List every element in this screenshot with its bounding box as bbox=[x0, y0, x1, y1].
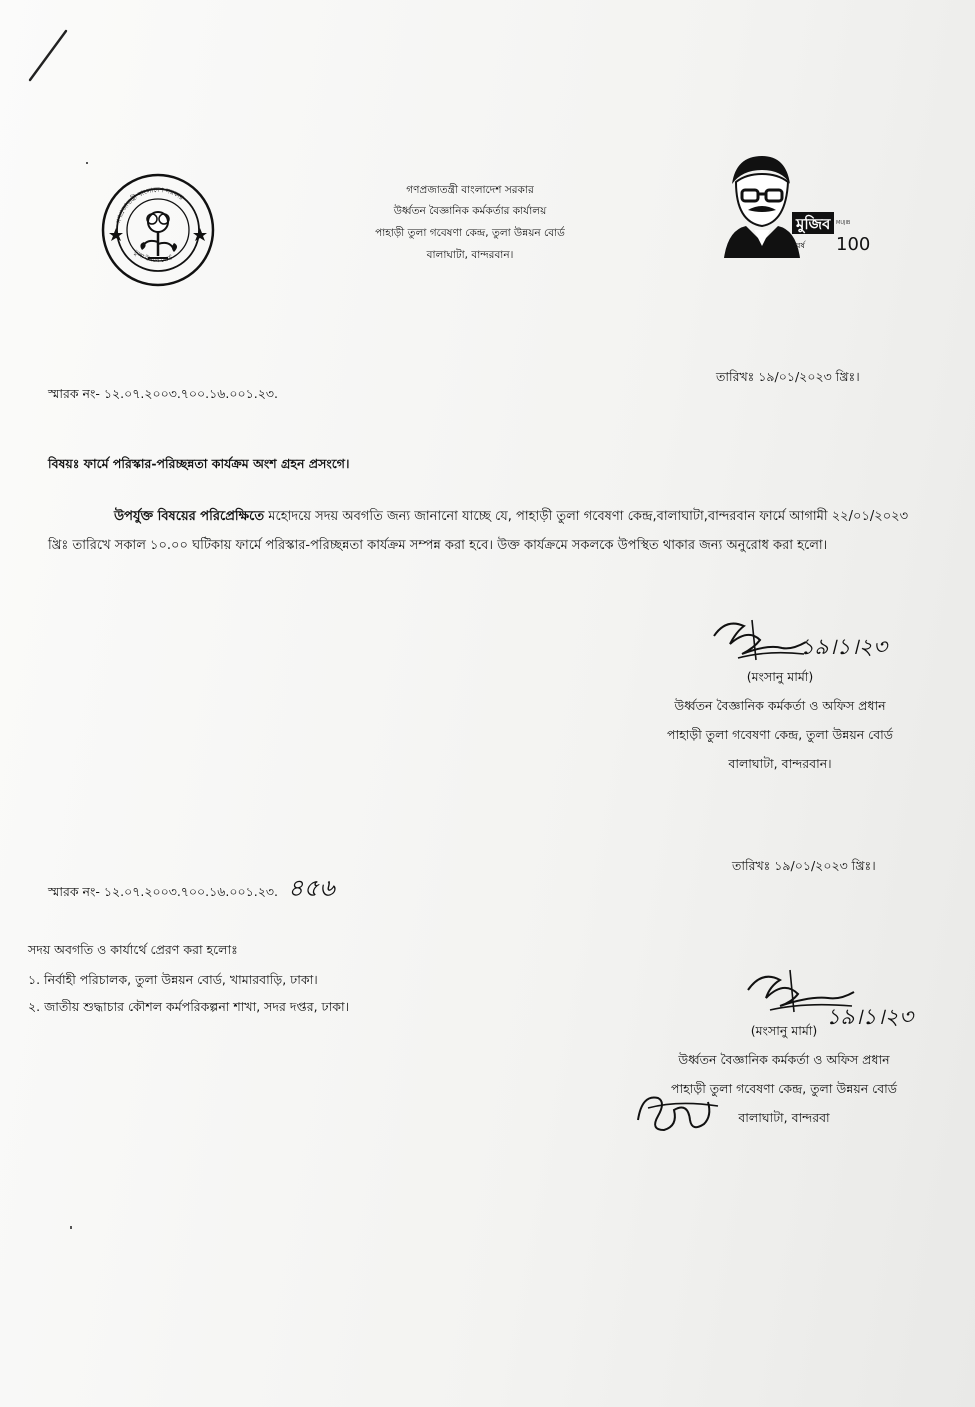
signature-2-date: ১৯।১।২৩ bbox=[826, 1005, 914, 1030]
body-paragraph bbox=[48, 502, 918, 560]
hundred-text: 100 bbox=[836, 234, 871, 255]
signatory-1-place: বালাঘাটা, বান্দরবান। bbox=[728, 756, 832, 771]
header-govt: গণপ্রজাতন্ত্রী বাংলাদেশ সরকার bbox=[406, 184, 534, 196]
borsho-text: বর্ষ bbox=[796, 241, 805, 250]
seal-bottom-text: তুলা উন্নয়ন বোর্ড bbox=[132, 248, 174, 265]
distribution-item-2: ২. জাতীয় শুদ্ধাচার কৌশল কর্মপরিকল্পনা শাখা, সদর দপ্তর, ঢাকা। bbox=[28, 999, 350, 1014]
memo2-handwritten-number: ৪৫৬ bbox=[287, 874, 335, 902]
memo1-reference: স্মারক নং- ১২.০৭.২০০৩.৭০০.১৬.০০১.২৩. bbox=[48, 386, 278, 401]
distribution-item-1: ১. নির্বাহী পরিচালক, তুলা উন্নয়ন বোর্ড, খামারবাড়ি, ঢাকা। bbox=[28, 972, 318, 987]
signatory-1-name: (মংসানু মার্মা) bbox=[746, 669, 814, 684]
signatory-1-title: উর্ধ্বতন বৈজ্ঞানিক কর্মকর্তা ও অফিস প্রধান bbox=[674, 698, 886, 713]
header-location: বালাঘাটা, বান্দরবান। bbox=[426, 249, 514, 261]
signatory-1-org: পাহাড়ী তুলা গবেষণা কেন্দ্র, তুলা উন্নয়ন বোর্ড bbox=[667, 727, 893, 742]
mujib-borsho-logo bbox=[716, 150, 872, 258]
cotton-board-logo bbox=[98, 172, 218, 288]
signatory-2-name: (মংসানু মার্মা) bbox=[750, 1023, 818, 1038]
portrait-icon bbox=[716, 150, 872, 258]
initial-scribble bbox=[628, 1080, 728, 1140]
speck bbox=[86, 162, 88, 164]
speck bbox=[70, 1226, 72, 1229]
memo2-reference-line bbox=[48, 870, 335, 910]
body-lead: উপর্যুক্ত বিষয়ের পরিপ্রেক্ষিতে bbox=[114, 509, 265, 524]
memo2-date: তারিখঃ ১৯/০১/২০২৩ খ্রিঃ। bbox=[732, 858, 876, 873]
body-rest: মহোদয়ে সদয় অবগতি জন্য জানানো যাচ্ছে যে, পাহাড়ী তুলা গবেষণা কেন্দ্র,বালাঘাটা,বান্দরবান ফার্মে আগামী ২২/০১/২০২৩ খ্রিঃ তারিখে সকাল ১০.০০ ঘটিকায় ফার্মে পরিস্কার-পরিচ্ছন্নতা কার্যক্রম সম্পন্ন করা হবে। উক্ত কার্যক্রমে সকলকে উপস্থিত থাকার জন্য অনুরোধ করা হলো। bbox=[48, 509, 909, 553]
seal-ring-text: গণপ্রজাতন্ত্রী বাংলাদেশ সরকার bbox=[114, 185, 186, 225]
header-office: উর্ধ্বতন বৈজ্ঞানিক কর্মকর্তার কার্যালয় bbox=[393, 205, 547, 217]
signatory-2-org: পাহাড়ী তুলা গবেষণা কেন্দ্র, তুলা উন্নয়ন বোর্ড bbox=[671, 1081, 897, 1096]
mujib-small-text: MUJIB bbox=[836, 220, 851, 226]
signature-1-date: ১৯।১।২৩ bbox=[800, 635, 888, 660]
memo2-reference: স্মারক নং- ১২.০৭.২০০৩.৭০০.১৬.০০১.২৩. bbox=[48, 884, 278, 899]
subject-line: বিষয়ঃ ফার্মে পরিস্কার-পরিচ্ছন্নতা কার্যক্রম অংশ গ্রহন প্রসংগে। bbox=[48, 456, 350, 471]
distribution-heading: সদয় অবগতি ও কার্যার্থে প্রেরণ করা হলোঃ bbox=[28, 942, 238, 957]
pen-stroke-mark bbox=[22, 28, 72, 84]
signatory-2-place: বালাঘাটা, বান্দরবা bbox=[738, 1110, 830, 1125]
header-centre: পাহাড়ী তুলা গবেষণা কেন্দ্র, তুলা উন্নয়ন বোর্ড bbox=[375, 227, 565, 239]
seal-icon bbox=[98, 172, 218, 288]
signature-1-block bbox=[620, 662, 940, 778]
signatory-2-title: উর্ধ্বতন বৈজ্ঞানিক কর্মকর্তা ও অফিস প্রধান bbox=[678, 1052, 890, 1067]
mujib-text: মুজিব bbox=[796, 215, 831, 233]
memo1-date: তারিখঃ ১৯/০১/২০২৩ খ্রিঃ। bbox=[716, 369, 860, 384]
